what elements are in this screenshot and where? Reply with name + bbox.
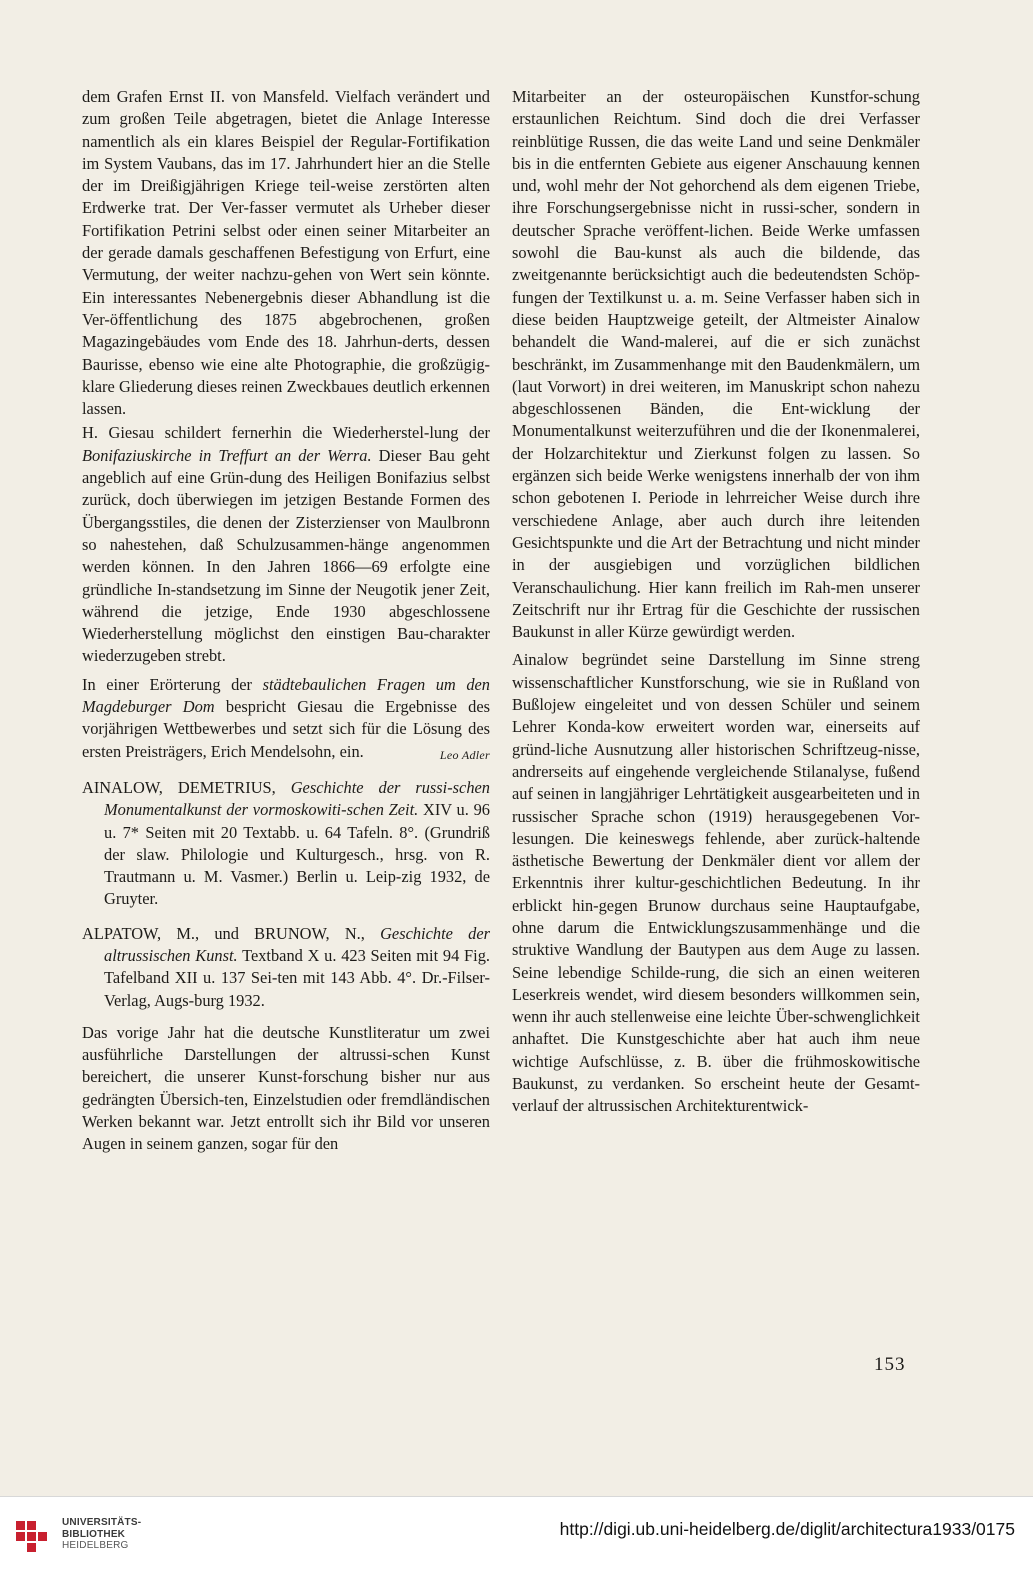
left-column — [82, 86, 490, 1158]
paragraph: Mitarbeiter an der osteuropäischen Kunstfor-schung erstaunlichen Reichtum. Sind doch die drei Verfasser reinblütige Russen, die das weite Land und seine Denkmäler bis in die entfernten Gebiete aus eigener Anschauung kennen und, wohl mehr der Not gehorchend als dem eigenen Triebe, ihre Forschungsergebnisse nicht in russi-scher, sondern in deutscher Sprache veröffent-lichen. Beide Werke umfassen sowohl die Bau-kunst als auch die bildende, das zweitgenannte berücksichtigt auch die bedeutendsten Schöp-fungen der Textilkunst u. a. m. Seine Verfasser haben sich in diese beiden Hauptzweige geteilt, der Altmeister Ainalow behandelt die Wand-malerei, auf die er sich zunächst beschränkt, im Zusammenhange mit den Baudenkmälern, um (laut Vorwort) in drei weiteren, im Manuskript schon nahezu abgeschlossenen Bänden, die Ent-wicklung der Monumentalkunst weiterzuführen und die der Ikonenmalerei, der Holzarchitektur und Zierkunst folgen zu lassen. So ergänzen sich beide Werke wenigstens innerhalb der von ihm schon gebotenen I. Periode in lehrreicher Weise durch ihre verschiedene Anlage, aber auch durch ihre leitenden Gesichtspunkte und die Art der Betrachtung und nicht minder in der ausgiebigen und vorzüglichen bildlichen Veranschaulichung. Hier kann freilich im Rah-men unserer Zeitschrift nur ihr Ertrag für die Geschichte der russischen Baukunst in aller Kürze gewürdigt werden. — [512, 87, 920, 642]
text-run: XIV u. 96 u. 7* Seiten mit 20 Textabb. u. 64 Tafeln. 8°. (Grundriß der slaw. Philologie und Kulturgesch., hrsg. von R. Trautmann u. M. Vasmer.) Berlin u. Leip-zig 1932, de Gruyter. — [104, 800, 490, 909]
text-run: ALPATOW, M., und BRUNOW, N., — [82, 923, 381, 943]
text-run: In einer Erörterung der — [82, 674, 263, 694]
text-run: AINALOW, DEMETRIUS, — [82, 777, 291, 797]
text-run: H. Giesau schildert fernerhin die Wiederherstel-lung der — [82, 423, 490, 443]
italic-title: Geschichte der altrussischen Kunst. — [104, 923, 490, 965]
footer-bar — [0, 1496, 1033, 1578]
library-name-line: HEIDELBERG — [62, 1540, 129, 1551]
italic-title: städtebaulichen Fragen um den Magdeburger Dom — [82, 674, 490, 717]
library-name-line: BIBLIOTHEK — [62, 1528, 126, 1540]
library-name-line: UNIVERSITÄTS- — [62, 1517, 142, 1528]
text-run: bespricht Giesau die Ergebnisse des vorjährigen Wettbewerbes und setzt sich für die Lösung des ersten Preisträgers, Erich Mendelsohn, ein. — [82, 697, 491, 761]
source-url-link[interactable]: http://digi.ub.uni-heidelberg.de/diglit/architectura1933/0175 — [559, 1519, 1015, 1539]
paragraph: Ainalow begründet seine Darstellung im Sinne streng wissenschaftlicher Kunstforschung, wie sie in Rußland von Bußlojew eingeleitet und von dessen Schüler und seinem Lehrer Konda-kow erweitert worden war, einerseits auf gründ-liche Ausnutzung aller historischen Schriftzeug-nisse, andrerseits auf eingehende vergleichende Stilanalyse, fußend auf seinen in langjähriger Lehrtätigkeit ausgearbeiteten und in russischer Sprache schon (1919) herausgegebenen Vor-lesungen. Die keineswegs fehlende, aber zurück-haltende ästhetische Bewertung der Denkmäler dient vor allem der Erkenntnis ihrer kultur-geschichtlichen Bedeutung. In ihr erblickt hin-gegen Brunow durchaus seine Hauptaufgabe, ohne darum die Entwicklungszusammenhänge und die struktive Wandlung der Bautypen aus dem Auge zu lassen. Seine lebendige Schilde-rung, die sich an einen weiteren Leserkreis wendet, wird diesem besonders willkommen sein, wenn ihr auch stellenweise eine leichte Über-schwenglichkeit anhaftet. Die Kunstgeschichte aber hat auch ihm neue wichtige Aufschlüsse, z. B. über die frühmoskowitische Baukunst, zu verdanken. So erscheint heute der Gesamt-verlauf der altrussischen Architekturentwick- — [512, 650, 920, 1116]
paragraph — [82, 422, 490, 667]
library-name — [62, 1517, 141, 1552]
paragraph: dem Grafen Ernst II. von Mansfeld. Vielfach verändert und zum großen Teile abgetragen, bietet die Anlage Interesse namentlich als ein klares Beispiel der Regular-Fortifikation im System Vaubans, das im 17. Jahrhundert hier an die Stelle der im Dreißigjährigen Kriege teil-weise zerstörten alten Erdwerke trat. Der Ver-fasser vermutet als Urheber dieser Fortifikation Petrini selbst oder einen seiner Mitarbeiter an der gerade damals geschaffenen Befestigung von Erfurt, eine Vermutung, der weiter nachzu-gehen von Wert sein könnte. Ein interessantes Nebenergebnis dieser Abhandlung ist die Ver-öffentlichung des 1875 abgebrochenen, großen Magazingebäudes vom Ende des 18. Jahrhun-derts, dessen Baurisse, ebenso wie eine alte Photographie, die großzügig-klare Gliederung dieses reinen Zweckbaues deutlich erkennen lassen. — [82, 87, 490, 419]
text-run: Dieser Bau geht angeblich auf eine Grün-dung des Heiligen Bonifazius selbst zurück, doch überwiegen im jetzigen Bestande Formen des Übergangsstiles, die denen der Zisterzienser von Maulbronn so nahestehen, daß Schulzusammen-hänge angenommen werden können. In den Jahren 1866—69 erfolgte eine gründliche In-standsetzung im Sinne der Neugotik jener Zeit, während die jetzige, Ende 1930 abgeschlossene Wiederherstellung möglichst den einstigen Bau-charakter wiederzugeben strebt. — [82, 445, 490, 666]
right-column — [512, 86, 920, 1120]
bibliography-entry — [82, 923, 490, 1012]
bibliography-entry — [82, 777, 490, 911]
paragraph: Das vorige Jahr hat die deutsche Kunstliteratur um zwei ausführliche Darstellungen der altrussi-schen Kunst bereichert, die unserer Kunst-forschung bisher nur aus gedrängten Übersich-ten, Einzelstudien oder fremdländischen Werken bekannt war. Jetzt entrollt sich ihr Bild vor unseren Augen in seinem ganzen, sogar für den — [82, 1022, 490, 1154]
italic-title: Bonifaziuskirche in Treffurt an der Werra. — [82, 445, 372, 465]
italic-title: Geschichte der russi-schen Monumentalkunst der vormoskowiti-schen Zeit. — [104, 777, 490, 820]
university-library-logo-icon — [14, 1515, 54, 1555]
author-signature: Leo Adler — [439, 747, 490, 762]
page-number: 153 — [874, 1354, 906, 1375]
text-run: Textband X u. 423 Seiten mit 94 Fig. Tafelband XII u. 137 Sei-ten mit 143 Abb. 4°. Dr.-Filser-Verlag, Augs-burg 1932. — [104, 945, 490, 1010]
paragraph — [82, 674, 490, 763]
